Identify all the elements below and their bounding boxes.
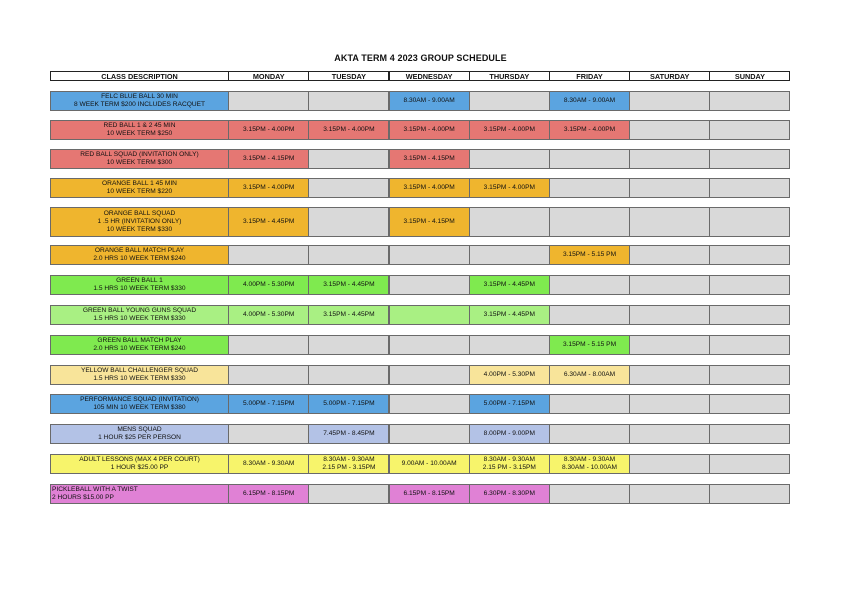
class-description-line: 2.0 HRS 10 WEEK TERM $240	[93, 345, 186, 352]
wednesday-slot	[389, 394, 470, 414]
thursday-slot	[469, 424, 550, 444]
monday-slot	[228, 454, 309, 474]
friday-slot	[549, 245, 630, 265]
header-thursday: THURSDAY	[469, 71, 550, 81]
session-time: 7.45PM - 8.45PM	[323, 429, 375, 437]
session-time: 3.15PM - 5.15 PM	[562, 340, 617, 348]
saturday-slot	[629, 120, 710, 140]
session-time: 5.00PM - 7.15PM	[243, 399, 295, 407]
thursday-slot	[469, 245, 550, 265]
session-time: 3.15PM - 4.00PM	[243, 125, 295, 133]
tuesday-slot	[308, 424, 389, 444]
class-description-line: 1 .5 HR (INVITATION ONLY)	[97, 217, 182, 225]
class-description	[50, 365, 229, 385]
class-description-line: MENS SQUAD	[117, 425, 162, 433]
schedule-row	[50, 149, 790, 169]
monday-slot	[228, 91, 309, 111]
session-time: 3.15PM - 4.45PM	[323, 310, 375, 318]
session-time: 6.15PM - 8.15PM	[403, 489, 455, 497]
monday-slot	[228, 275, 309, 295]
monday-slot	[228, 365, 309, 385]
class-description-line: 1 HOUR $25.00 PP	[110, 464, 169, 471]
header-saturday: SATURDAY	[629, 71, 710, 81]
class-description-line: 1.5 HRS 10 WEEK TERM $330	[93, 375, 186, 382]
header-tuesday: TUESDAY	[308, 71, 389, 81]
tuesday-slot	[308, 245, 389, 265]
session-time: 6.15PM - 8.15PM	[243, 489, 295, 497]
monday-slot	[228, 484, 309, 504]
monday-slot	[228, 305, 309, 325]
class-description	[50, 149, 229, 169]
session-time: 3.15PM - 4.00PM	[563, 125, 616, 133]
header-monday: MONDAY	[228, 71, 309, 81]
thursday-slot	[469, 120, 550, 140]
class-description-line: 8 WEEK TERM $200 INCLUDES RACQUET	[73, 101, 206, 108]
sunday-slot	[709, 305, 790, 325]
sunday-slot	[709, 120, 790, 140]
class-description	[50, 275, 229, 295]
session-time: 3.15PM - 4.45PM	[483, 280, 535, 288]
saturday-slot	[629, 91, 710, 111]
class-description	[50, 91, 229, 111]
session-time: 6.30AM - 8.00AM	[563, 370, 616, 378]
sunday-slot	[709, 365, 790, 385]
page-title: AKTA TERM 4 2023 GROUP SCHEDULE	[334, 53, 507, 63]
class-description-line: GREEN BALL YOUNG GUNS SQUAD	[82, 306, 197, 314]
session-time: 8.00PM - 9.00PM	[483, 429, 535, 437]
tuesday-slot	[308, 394, 389, 414]
monday-slot	[228, 178, 309, 198]
schedule-row	[50, 394, 790, 414]
session-time: 8.30AM - 9.30AM	[483, 455, 535, 463]
session-time: 3.15PM - 4.00PM	[243, 183, 295, 191]
thursday-slot	[469, 207, 550, 237]
tuesday-slot	[308, 335, 389, 355]
schedule-row	[50, 305, 790, 325]
class-description	[50, 178, 229, 198]
friday-slot	[549, 394, 630, 414]
class-description-line: 2.0 HRS 10 WEEK TERM $240	[93, 255, 186, 262]
schedule-row	[50, 454, 790, 474]
class-description-line: ORANGE BALL SQUAD	[103, 209, 176, 217]
sunday-slot	[709, 207, 790, 237]
tuesday-slot	[308, 484, 389, 504]
wednesday-slot	[389, 149, 470, 169]
session-time: 3.15PM - 4.45PM	[243, 217, 295, 225]
session-time: 4.00PM - 5.30PM	[483, 370, 535, 378]
sunday-slot	[709, 178, 790, 198]
schedule-row	[50, 484, 790, 504]
class-description	[50, 120, 229, 140]
class-description-line: GREEN BALL MATCH PLAY	[97, 336, 182, 344]
friday-slot	[549, 335, 630, 355]
session-time: 8.30AM - 9.30AM	[323, 455, 375, 463]
friday-slot	[549, 484, 630, 504]
tuesday-slot	[308, 91, 389, 111]
wednesday-slot	[389, 335, 470, 355]
class-description-line: 10 WEEK TERM $300	[106, 159, 173, 166]
session-time: 3.15PM - 4.00PM	[403, 125, 455, 133]
class-description	[50, 484, 229, 504]
tuesday-slot	[308, 365, 389, 385]
session-time: 3.15PM - 4.45PM	[483, 310, 535, 318]
session-time: 2.15 PM - 3.15PM	[482, 464, 536, 471]
class-description	[50, 245, 229, 265]
schedule-row	[50, 424, 790, 444]
session-time: 3.15PM - 4.45PM	[323, 280, 375, 288]
wednesday-slot	[389, 275, 470, 295]
class-description-line: YELLOW BALL CHALLENGER SQUAD	[80, 366, 199, 374]
sunday-slot	[709, 335, 790, 355]
tuesday-slot	[308, 207, 389, 237]
session-time: 8.30AM - 9.00AM	[563, 96, 616, 104]
session-time: 3.15PM - 4.00PM	[483, 183, 535, 191]
friday-slot	[549, 424, 630, 444]
thursday-slot	[469, 484, 550, 504]
monday-slot	[228, 207, 309, 237]
sunday-slot	[709, 149, 790, 169]
class-description-line: PICKLEBALL WITH A TWIST	[52, 485, 138, 493]
saturday-slot	[629, 149, 710, 169]
wednesday-slot	[389, 91, 470, 111]
session-time: 4.00PM - 5.30PM	[243, 280, 295, 288]
saturday-slot	[629, 178, 710, 198]
schedule-row	[50, 207, 790, 237]
thursday-slot	[469, 91, 550, 111]
thursday-slot	[469, 365, 550, 385]
sunday-slot	[709, 394, 790, 414]
schedule-row	[50, 120, 790, 140]
class-description	[50, 454, 229, 474]
wednesday-slot	[389, 305, 470, 325]
class-description-line: 1.5 HRS 10 WEEK TERM $330	[93, 285, 186, 292]
session-time: 3.15PM - 4.00PM	[323, 125, 375, 133]
schedule-row	[50, 178, 790, 198]
thursday-slot	[469, 149, 550, 169]
session-time: 3.15PM - 4.15PM	[243, 154, 295, 162]
session-time: 8.30AM - 9.00AM	[403, 96, 455, 104]
saturday-slot	[629, 484, 710, 504]
class-description-line: 1.5 HRS 10 WEEK TERM $330	[93, 315, 186, 322]
friday-slot	[549, 149, 630, 169]
session-time: 3.15PM - 4.00PM	[483, 125, 535, 133]
wednesday-slot	[389, 484, 470, 504]
class-description-line: ADULT LESSONS (MAX 4 PER COURT)	[79, 455, 200, 463]
saturday-slot	[629, 394, 710, 414]
session-time: 5.00PM - 7.15PM	[483, 399, 535, 407]
monday-slot	[228, 245, 309, 265]
friday-slot	[549, 120, 630, 140]
header-sunday: SUNDAY	[709, 71, 790, 81]
tuesday-slot	[308, 120, 389, 140]
class-description-line: 10 WEEK TERM $220	[106, 188, 173, 195]
sunday-slot	[709, 454, 790, 474]
class-description	[50, 335, 229, 355]
class-description	[50, 305, 229, 325]
tuesday-slot	[308, 454, 389, 474]
class-description-line: 1 HOUR $25 PER PERSON	[98, 434, 181, 441]
sunday-slot	[709, 245, 790, 265]
saturday-slot	[629, 275, 710, 295]
thursday-slot	[469, 394, 550, 414]
sunday-slot	[709, 424, 790, 444]
class-description-line: 105 MIN 10 WEEK TERM $380	[93, 404, 186, 411]
monday-slot	[228, 424, 309, 444]
schedule-header	[50, 71, 790, 81]
thursday-slot	[469, 305, 550, 325]
header-class-description: CLASS DESCRIPTION	[50, 71, 229, 81]
schedule-row	[50, 365, 790, 385]
tuesday-slot	[308, 305, 389, 325]
session-time: 9.00AM - 10.00AM	[401, 459, 457, 467]
class-description-line: 10 WEEK TERM $330	[106, 226, 173, 234]
header-wednesday: WEDNESDAY	[389, 71, 470, 81]
session-time: 8.30AM - 10.00AM	[562, 464, 617, 471]
class-description-line: GREEN BALL 1	[116, 276, 163, 284]
schedule-row	[50, 335, 790, 355]
session-time: 3.15PM - 5.15 PM	[562, 250, 617, 258]
wednesday-slot	[389, 120, 470, 140]
wednesday-slot	[389, 207, 470, 237]
sunday-slot	[709, 275, 790, 295]
session-time: 2.15 PM - 3.15PM	[322, 464, 376, 471]
saturday-slot	[629, 365, 710, 385]
monday-slot	[228, 120, 309, 140]
friday-slot	[549, 454, 630, 474]
thursday-slot	[469, 178, 550, 198]
friday-slot	[549, 91, 630, 111]
friday-slot	[549, 275, 630, 295]
monday-slot	[228, 335, 309, 355]
sunday-slot	[709, 91, 790, 111]
saturday-slot	[629, 207, 710, 237]
friday-slot	[549, 207, 630, 237]
tuesday-slot	[308, 178, 389, 198]
wednesday-slot	[389, 245, 470, 265]
session-time: 4.00PM - 5.30PM	[243, 310, 295, 318]
session-time: 8.30AM - 9.30AM	[563, 455, 616, 463]
session-time: 3.15PM - 4.00PM	[403, 183, 455, 191]
session-time: 6.30PM - 8.30PM	[483, 489, 535, 497]
wednesday-slot	[389, 365, 470, 385]
saturday-slot	[629, 245, 710, 265]
wednesday-slot	[389, 178, 470, 198]
saturday-slot	[629, 454, 710, 474]
friday-slot	[549, 305, 630, 325]
class-description-line: PERFORMANCE SQUAD (INVITATION)	[80, 395, 199, 403]
session-time: 3.15PM - 4.15PM	[403, 154, 455, 162]
class-description-line: RED BALL 1 & 2 45 MIN	[103, 121, 176, 129]
friday-slot	[549, 178, 630, 198]
schedule-row	[50, 91, 790, 111]
session-time: 8.30AM - 9.30AM	[243, 459, 295, 467]
saturday-slot	[629, 335, 710, 355]
header-friday: FRIDAY	[549, 71, 630, 81]
class-description-line: ORANGE BALL 1 45 MIN	[102, 179, 177, 187]
saturday-slot	[629, 424, 710, 444]
class-description-line: RED BALL SQUAD (INVITATION ONLY)	[80, 150, 199, 158]
wednesday-slot	[389, 454, 470, 474]
friday-slot	[549, 365, 630, 385]
monday-slot	[228, 394, 309, 414]
tuesday-slot	[308, 149, 389, 169]
class-description	[50, 207, 229, 237]
saturday-slot	[629, 305, 710, 325]
sunday-slot	[709, 484, 790, 504]
class-description	[50, 394, 229, 414]
class-description	[50, 424, 229, 444]
class-description-line: ORANGE BALL MATCH PLAY	[94, 246, 185, 254]
class-description-line: 10 WEEK TERM $250	[106, 130, 173, 137]
tuesday-slot	[308, 275, 389, 295]
wednesday-slot	[389, 424, 470, 444]
class-description-line: FELC BLUE BALL 30 MIN	[101, 92, 178, 100]
schedule-row	[50, 245, 790, 265]
session-time: 5.00PM - 7.15PM	[323, 399, 375, 407]
monday-slot	[228, 149, 309, 169]
thursday-slot	[469, 275, 550, 295]
thursday-slot	[469, 454, 550, 474]
thursday-slot	[469, 335, 550, 355]
class-description-line: 2 HOURS $15.00 PP	[52, 494, 114, 501]
schedule-row	[50, 275, 790, 295]
session-time: 3.15PM - 4.15PM	[403, 217, 455, 225]
